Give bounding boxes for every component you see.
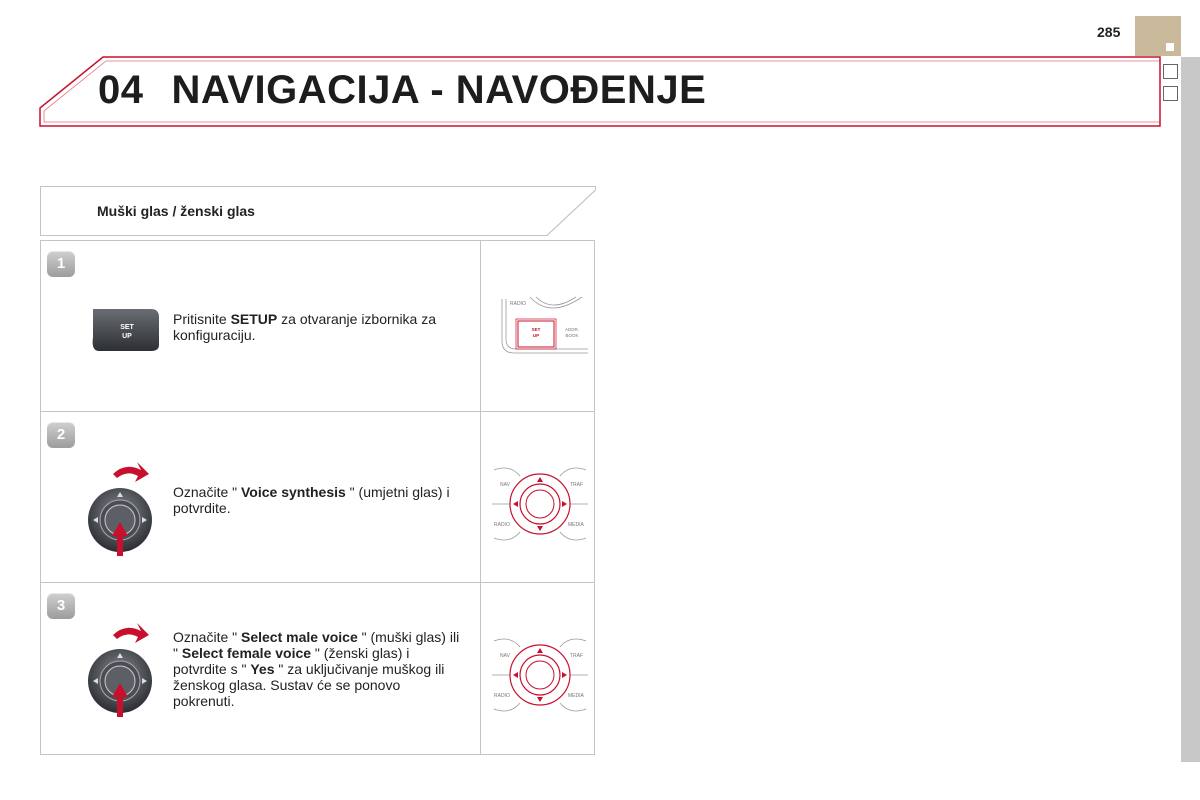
setup-button-label-1: SET bbox=[120, 324, 134, 331]
diagram-label-up: UP bbox=[532, 333, 540, 338]
step-number-badge: 3 bbox=[47, 593, 75, 619]
diagram-label-radio: RADIO bbox=[510, 301, 526, 307]
diagram-label-radio: RADIO bbox=[494, 522, 510, 528]
instruction-text: Označite " bbox=[173, 629, 241, 645]
diagram-label-radio: RADIO bbox=[494, 693, 510, 699]
chapter-number: 04 bbox=[98, 68, 144, 112]
instruction-keyword: Select female voice bbox=[181, 645, 312, 661]
instruction-text: " (umjetni glas) i potvrdite. bbox=[173, 484, 450, 516]
diagram-label-set: SET bbox=[531, 327, 541, 332]
step-number-badge: 1 bbox=[47, 251, 75, 277]
navigation-dial-diagram bbox=[490, 464, 590, 544]
navigation-dial-diagram bbox=[490, 635, 590, 715]
setup-button-label-2: UP bbox=[122, 333, 132, 340]
steps-table bbox=[40, 240, 595, 755]
instruction-keyword: Voice synthesis bbox=[241, 484, 346, 500]
setup-button-icon bbox=[89, 307, 161, 353]
diagram-label-media: MEDIA bbox=[568, 522, 584, 528]
setup-panel-diagram bbox=[490, 291, 590, 361]
chapter-title bbox=[98, 68, 706, 113]
rotary-knob-icon bbox=[85, 460, 159, 560]
page-number: 285 bbox=[1097, 24, 1121, 40]
chapter-title-text: NAVIGACIJA - NAVOĐENJE bbox=[171, 68, 707, 112]
instruction-keyword: Yes bbox=[250, 661, 275, 677]
diagram-label-addr: ADDR. bbox=[564, 327, 580, 332]
step-instruction bbox=[173, 629, 463, 709]
instruction-text: " za uključivanje muškog ili ženskog glasa. Sustav će se ponovo pokrenuti. bbox=[173, 661, 445, 709]
step-number-badge: 2 bbox=[47, 422, 75, 448]
step-row bbox=[41, 241, 594, 412]
instruction-text: Pritisnite bbox=[173, 311, 231, 327]
instruction-keyword: Select male voice bbox=[241, 629, 358, 645]
diagram-label-traf: TRAF bbox=[570, 653, 584, 659]
step-instruction bbox=[173, 484, 463, 516]
side-bar bbox=[1181, 57, 1200, 762]
diagram-label-media: MEDIA bbox=[568, 693, 584, 699]
instruction-text: Označite " bbox=[173, 484, 241, 500]
instruction-text: " (ženski glas) i potvrdite s " bbox=[173, 645, 410, 677]
rotary-knob-icon bbox=[85, 621, 159, 721]
step-row bbox=[41, 583, 594, 754]
diagram-label-nav: NAV bbox=[500, 653, 510, 659]
step-instruction bbox=[173, 311, 463, 343]
instruction-text: za otvaranje izbornika za konfiguraciju. bbox=[173, 311, 437, 343]
instruction-text: " (muški glas) ili " bbox=[173, 629, 460, 661]
diagram-label-traf: TRAF bbox=[570, 482, 584, 488]
diagram-label-nav: NAV bbox=[500, 482, 510, 488]
section-title: Muški glas / ženski glas bbox=[97, 203, 255, 219]
instruction-keyword: SETUP bbox=[230, 311, 278, 327]
diagram-label-book: BOOK bbox=[565, 333, 579, 338]
step-row bbox=[41, 412, 594, 583]
